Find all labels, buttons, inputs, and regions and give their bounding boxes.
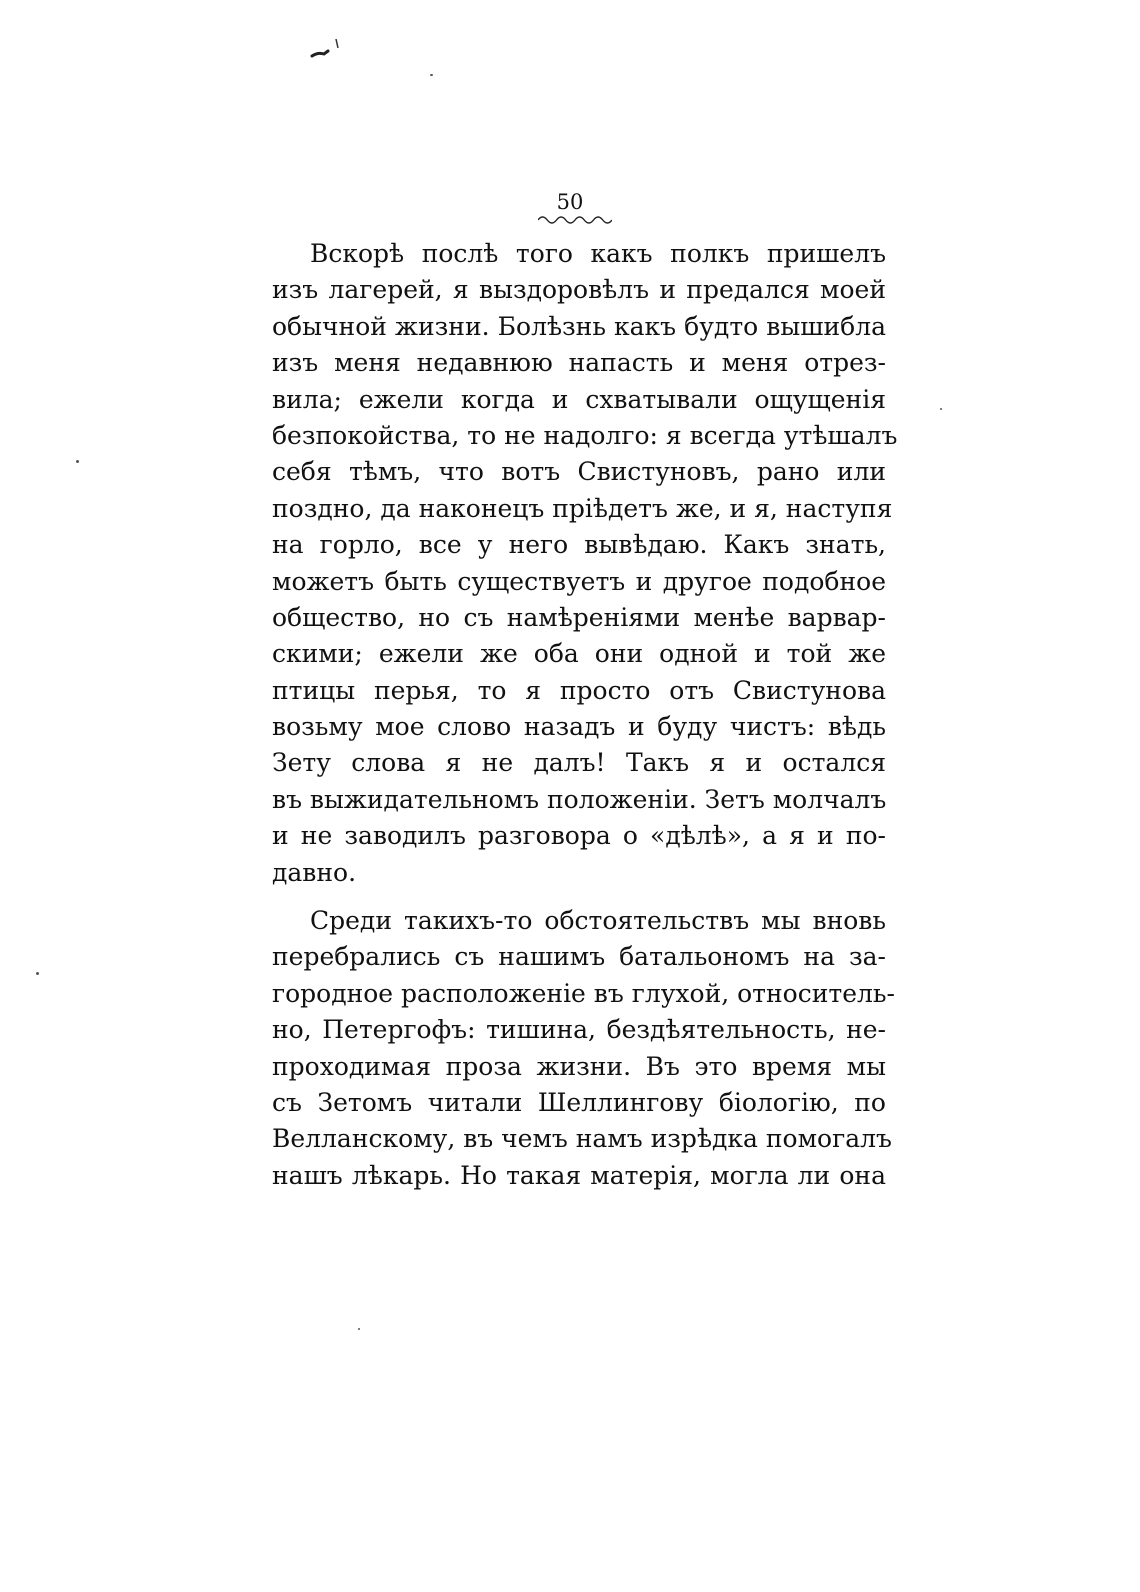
dust-speck — [36, 972, 39, 975]
text-line: давно. — [272, 857, 357, 887]
body-text — [272, 236, 898, 1194]
dust-speck — [76, 460, 79, 463]
text-line: нашъ лѣкарь. Но такая матерія, могла ли она — [272, 1160, 886, 1190]
paragraph-spacer — [272, 891, 886, 903]
text-line: поздно, да наконецъ пріѣдетъ же, и я, наступя — [272, 493, 893, 523]
text-line: возьму мое слово назадъ и буду чистъ: вѣдь — [272, 712, 886, 742]
text-line: изъ меня недавнюю напасть и меня отрез- — [272, 348, 886, 378]
text-line: на горло, все у него вывѣдаю. Какъ знать, — [272, 530, 886, 560]
text-line: обычной жизни. Болѣзнь какъ будто вышибла — [272, 311, 886, 341]
paragraph-2 — [272, 903, 895, 1194]
text-line: Среди такихъ-то обстоятельствъ мы вновь — [310, 906, 886, 936]
text-line: съ Зетомъ читали Шеллингову біологію, по — [272, 1087, 886, 1117]
dust-speck — [358, 1328, 360, 1330]
dust-speck — [430, 74, 433, 76]
text-line: можетъ быть существуетъ и другое подобное — [272, 566, 886, 596]
text-line: городное расположеніе въ глухой, относитель- — [272, 978, 895, 1008]
text-line: въ выжидательномъ положеніи. Зетъ молчалъ — [272, 784, 887, 814]
text-line: изъ лагерей, я выздоровѣлъ и предался моей — [272, 275, 886, 305]
text-line: безпокойства, то не надолго: я всегда утѣшалъ — [272, 420, 898, 450]
text-line: Вскорѣ послѣ того какъ полкъ пришелъ — [310, 239, 886, 268]
text-line: Зету слова я не далъ! Такъ я и остался — [272, 748, 886, 778]
text-line: перебрались съ нашимъ батальономъ на за- — [272, 942, 886, 972]
dust-speck — [940, 408, 942, 410]
text-line: но, Петергофъ: тишина, бездѣятельность, не- — [272, 1015, 886, 1045]
page-number: 50 — [556, 190, 584, 214]
text-line: скими; ежели же оба они одной и той же — [272, 639, 886, 669]
text-line: себя тѣмъ, что вотъ Свистуновъ, рано или — [272, 457, 886, 487]
paragraph-1 — [272, 236, 898, 891]
text-line: и не заводилъ разговора о «дѣлѣ», а я и по- — [272, 821, 886, 851]
text-line: проходимая проза жизни. Въ это время мы — [272, 1051, 886, 1081]
text-line: птицы перья, то я просто отъ Свистунова — [272, 675, 886, 705]
text-line: общество, но съ намѣреніями менѣе варвар- — [272, 602, 886, 632]
wavy-rule-ornament — [538, 214, 612, 226]
ink-smudge-mark — [310, 36, 350, 62]
text-line: вила; ежели когда и схватывали ощущенія — [272, 384, 886, 414]
text-line: Велланскому, въ чемъ намъ изрѣдка помогалъ — [272, 1124, 892, 1154]
